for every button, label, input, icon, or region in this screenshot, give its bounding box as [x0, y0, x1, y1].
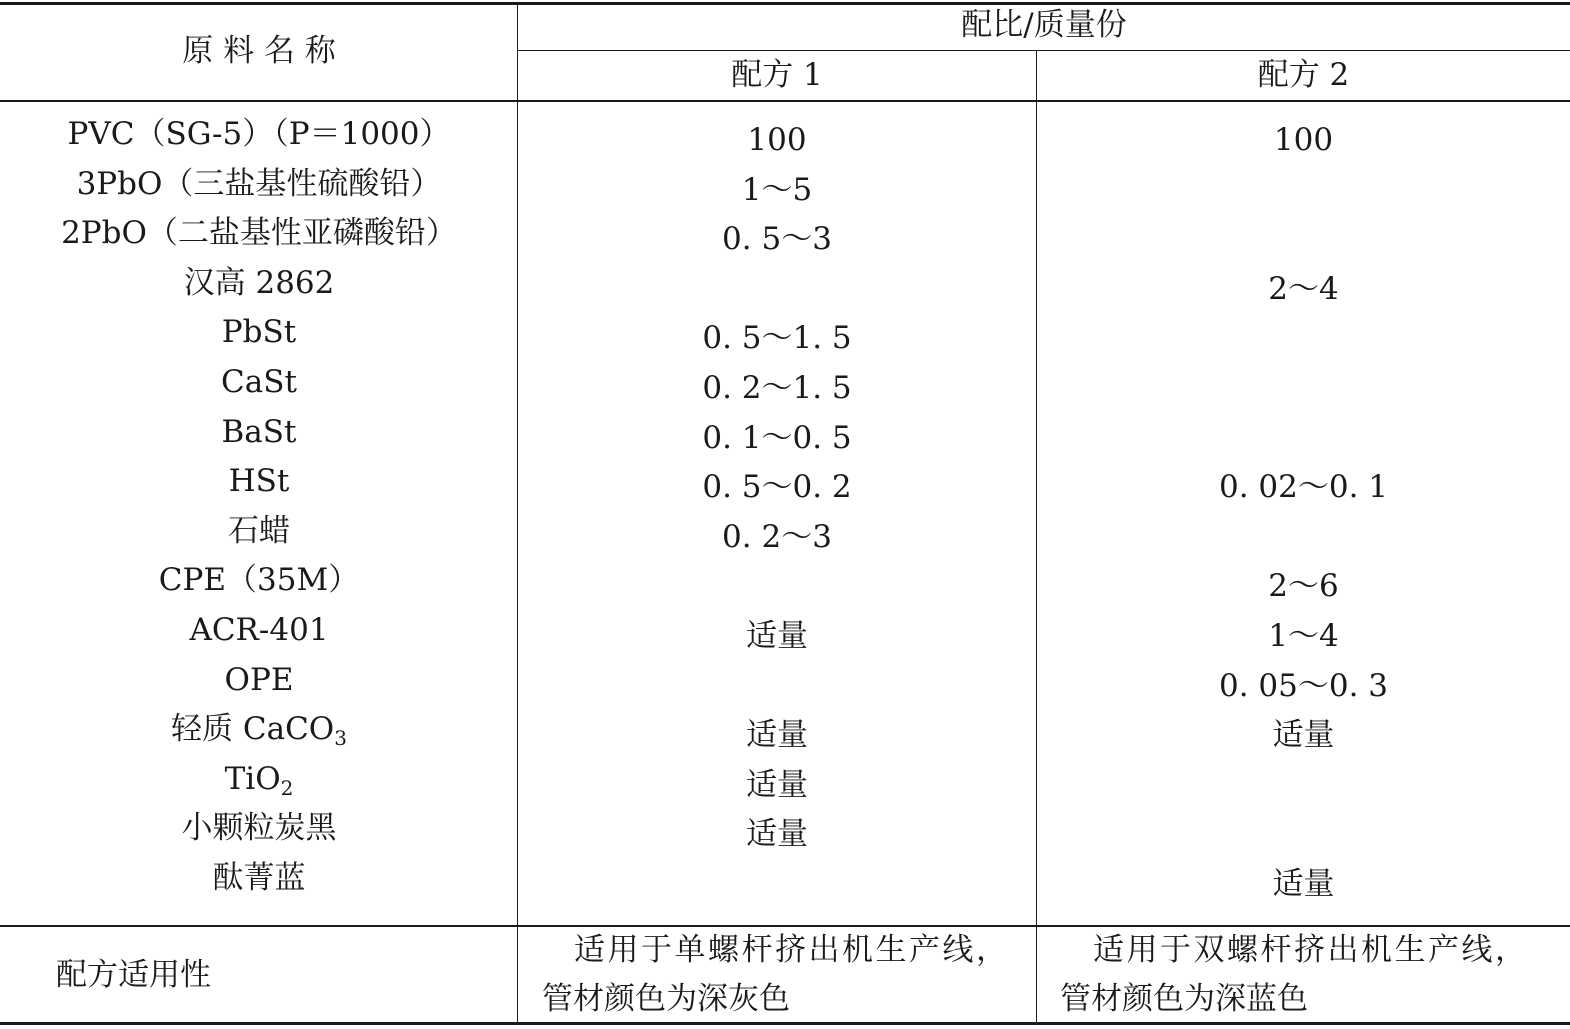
material-name: PVC（SG-5）（P＝1000） — [67, 116, 451, 152]
formula-1-value: 0. 5～3 — [722, 221, 832, 258]
formula-1-value — [518, 562, 1036, 612]
formula-2-value — [1037, 513, 1570, 563]
formula-1-value: 0. 5～1. 5 — [702, 320, 852, 357]
material-name: CaSt — [221, 363, 297, 400]
material-name: BaSt — [221, 413, 297, 450]
formula-2-value — [1037, 215, 1570, 265]
formula-2-value — [1037, 761, 1570, 811]
material-name: 2PbO（二盐基性亚磷酸铅） — [61, 215, 457, 252]
formula-2-value: 适量 — [1272, 717, 1335, 754]
header-name: 原 料 名 称 — [182, 33, 336, 69]
formula-2-value — [1037, 810, 1570, 860]
formula-1-value: 适量 — [746, 617, 808, 654]
applicability-label: 配方适用性 — [56, 957, 211, 993]
formula-1-value: 0. 2～3 — [722, 518, 832, 555]
header-rule — [0, 100, 1570, 102]
formula-2-value — [1037, 166, 1570, 216]
material-name: 酞菁蓝 — [212, 859, 306, 896]
formula-1-value: 适量 — [746, 717, 808, 754]
material-name: ACR-401 — [189, 611, 329, 648]
formula-1-value: 100 — [747, 122, 807, 158]
formula-2-value: 0. 05～0. 3 — [1218, 667, 1389, 704]
applicability-formula-2-line2: 管材颜色为深蓝色 — [1060, 981, 1308, 1017]
material-name: OPE — [224, 661, 294, 698]
formula-1-value: 0. 5～0. 2 — [702, 469, 852, 506]
formula-2-value: 适量 — [1272, 865, 1335, 902]
material-name: 3PbO（三盐基性硫酸铅） — [76, 165, 442, 202]
header-formula-1: 配方 1 — [731, 57, 823, 93]
header-group: 配比/质量份 — [961, 7, 1127, 43]
material-name: 轻质 CaCO$_3$ — [171, 711, 347, 751]
material-name: 汉高 2862 — [183, 264, 335, 301]
formula-1-value: 适量 — [746, 766, 808, 803]
formula-2-value — [1037, 364, 1570, 414]
material-name: TiO$_2$ — [224, 760, 294, 800]
formula-2-value: 1～4 — [1268, 617, 1339, 654]
formula-2-value — [1037, 314, 1570, 364]
applicability-formula-1-line2: 管材颜色为深灰色 — [542, 981, 790, 1017]
material-name: PbSt — [221, 314, 297, 351]
material-name: 小颗粒炭黑 — [181, 810, 337, 847]
header-formula-2: 配方 2 — [1257, 57, 1350, 93]
material-name: CPE（35M） — [158, 562, 360, 599]
formula-1-value — [518, 265, 1036, 315]
formula-2-value: 2～6 — [1268, 568, 1339, 605]
material-list — [0, 110, 518, 904]
formula-1-value: 0. 2～1. 5 — [702, 369, 852, 406]
formula-1-values — [518, 116, 1036, 910]
formula-1-value: 1～5 — [741, 171, 813, 208]
material-name: 石蜡 — [228, 512, 290, 549]
formula-1-value — [518, 860, 1036, 910]
applicability-formula-2-line1: 适用于双螺杆挤出机生产线， — [1093, 932, 1529, 968]
formula-2-value: 100 — [1273, 122, 1334, 158]
formula-2-value: 0. 02～0. 1 — [1218, 469, 1389, 506]
formula-2-value: 2～4 — [1268, 270, 1339, 307]
formula-1-value — [518, 662, 1036, 712]
formula-1-value: 0. 1～0. 5 — [702, 419, 852, 456]
formula-2-value — [1037, 414, 1570, 464]
material-name: HSt — [228, 463, 290, 500]
formula-2-values — [1037, 116, 1570, 910]
formula-1-value: 适量 — [746, 816, 808, 853]
applicability-formula-1-line1: 适用于单螺杆挤出机生产线， — [574, 932, 1010, 968]
